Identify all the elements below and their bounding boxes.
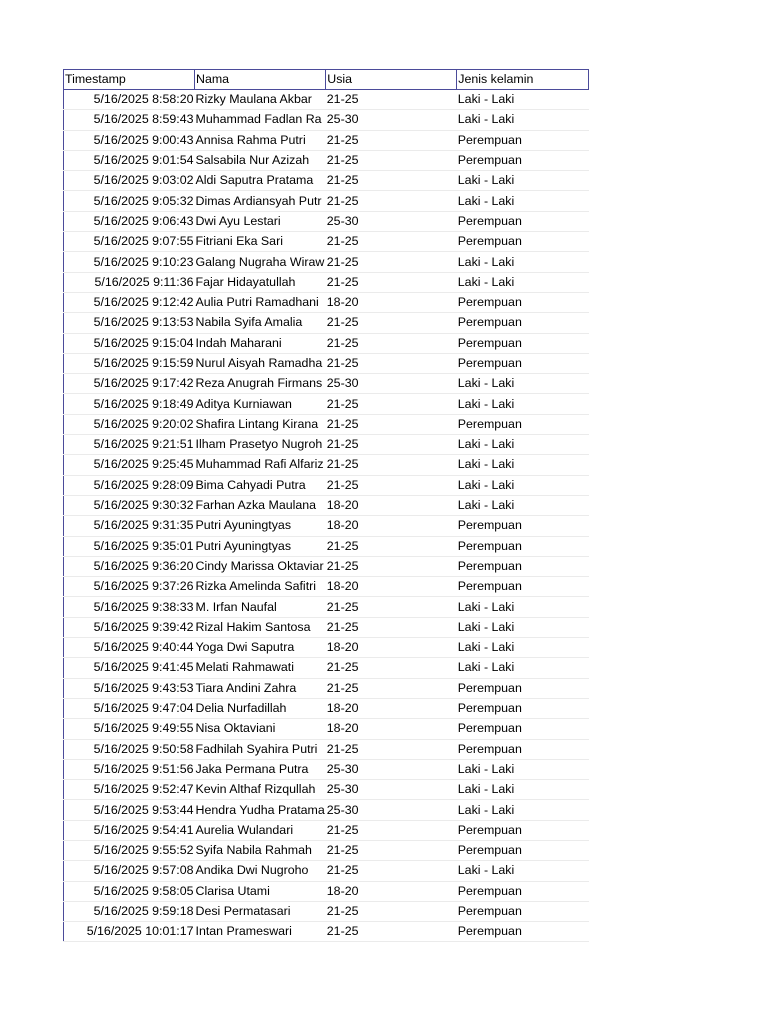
cell-jenis-kelamin: Perempuan — [457, 901, 589, 921]
cell-usia: 21-25 — [326, 820, 457, 840]
table-row — [64, 597, 589, 617]
cell-jenis-kelamin: Laki - Laki — [457, 780, 589, 800]
cell-timestamp: 5/16/2025 9:35:01 — [64, 536, 195, 556]
cell-usia: 21-25 — [326, 922, 457, 942]
cell-usia: 21-25 — [326, 313, 457, 333]
cell-nama: Rizky Maulana Akbar — [195, 90, 326, 110]
cell-timestamp: 5/16/2025 9:38:33 — [64, 597, 195, 617]
cell-timestamp: 5/16/2025 9:12:42 — [64, 292, 195, 312]
cell-jenis-kelamin: Perempuan — [457, 556, 589, 576]
cell-timestamp: 5/16/2025 9:01:54 — [64, 150, 195, 170]
cell-timestamp: 5/16/2025 9:31:35 — [64, 516, 195, 536]
table-row — [64, 211, 589, 231]
cell-nama: Fitriani Eka Sari — [195, 232, 326, 252]
cell-jenis-kelamin: Perempuan — [457, 719, 589, 739]
response-table — [63, 69, 589, 942]
cell-jenis-kelamin: Laki - Laki — [457, 495, 589, 515]
cell-timestamp: 5/16/2025 9:10:23 — [64, 252, 195, 272]
cell-nama: Aditya Kurniawan — [195, 394, 326, 414]
table-row — [64, 800, 589, 820]
cell-nama: Nurul Aisyah Ramadha — [195, 353, 326, 373]
cell-usia: 18-20 — [326, 719, 457, 739]
cell-jenis-kelamin: Perempuan — [457, 922, 589, 942]
cell-timestamp: 5/16/2025 9:49:55 — [64, 719, 195, 739]
cell-usia: 18-20 — [326, 698, 457, 718]
cell-nama: Muhammad Fadlan Ra — [195, 110, 326, 130]
table-row — [64, 840, 589, 860]
table-row — [64, 130, 589, 150]
cell-usia: 25-30 — [326, 759, 457, 779]
cell-jenis-kelamin: Laki - Laki — [457, 658, 589, 678]
cell-jenis-kelamin: Laki - Laki — [457, 435, 589, 455]
cell-timestamp: 5/16/2025 9:00:43 — [64, 130, 195, 150]
cell-jenis-kelamin: Perempuan — [457, 414, 589, 434]
cell-nama: Cindy Marissa Oktaviar — [195, 556, 326, 576]
table-row — [64, 881, 589, 901]
cell-nama: Hendra Yudha Pratama — [195, 800, 326, 820]
cell-jenis-kelamin: Laki - Laki — [457, 759, 589, 779]
cell-jenis-kelamin: Laki - Laki — [457, 638, 589, 658]
table-row — [64, 171, 589, 191]
cell-nama: Tiara Andini Zahra — [195, 678, 326, 698]
table-row — [64, 150, 589, 170]
cell-jenis-kelamin: Laki - Laki — [457, 110, 589, 130]
cell-usia: 21-25 — [326, 232, 457, 252]
table-row — [64, 719, 589, 739]
cell-jenis-kelamin: Perempuan — [457, 820, 589, 840]
table-row — [64, 901, 589, 921]
cell-nama: Delia Nurfadillah — [195, 698, 326, 718]
table-row — [64, 516, 589, 536]
cell-nama: Andika Dwi Nugroho — [195, 861, 326, 881]
cell-timestamp: 5/16/2025 9:55:52 — [64, 840, 195, 860]
cell-jenis-kelamin: Perempuan — [457, 516, 589, 536]
cell-nama: Putri Ayuningtyas — [195, 516, 326, 536]
table-row — [64, 333, 589, 353]
cell-usia: 25-30 — [326, 374, 457, 394]
table-row — [64, 374, 589, 394]
cell-usia: 18-20 — [326, 577, 457, 597]
cell-jenis-kelamin: Laki - Laki — [457, 861, 589, 881]
cell-timestamp: 5/16/2025 10:01:17 — [64, 922, 195, 942]
cell-nama: Salsabila Nur Azizah — [195, 150, 326, 170]
cell-usia: 21-25 — [326, 597, 457, 617]
cell-timestamp: 5/16/2025 9:57:08 — [64, 861, 195, 881]
table-row — [64, 455, 589, 475]
table-row — [64, 638, 589, 658]
cell-usia: 21-25 — [326, 556, 457, 576]
cell-nama: Farhan Azka Maulana — [195, 495, 326, 515]
cell-jenis-kelamin: Perempuan — [457, 130, 589, 150]
table-row — [64, 414, 589, 434]
cell-nama: Putri Ayuningtyas — [195, 536, 326, 556]
table-row — [64, 110, 589, 130]
table-row — [64, 353, 589, 373]
cell-jenis-kelamin: Laki - Laki — [457, 191, 589, 211]
cell-nama: Fadhilah Syahira Putri — [195, 739, 326, 759]
cell-jenis-kelamin: Perempuan — [457, 698, 589, 718]
cell-usia: 25-30 — [326, 110, 457, 130]
table-row — [64, 536, 589, 556]
cell-nama: Bima Cahyadi Putra — [195, 475, 326, 495]
cell-nama: Kevin Althaf Rizqullah — [195, 780, 326, 800]
table-row — [64, 922, 589, 942]
cell-nama: Syifa Nabila Rahmah — [195, 840, 326, 860]
cell-timestamp: 5/16/2025 9:52:47 — [64, 780, 195, 800]
cell-usia: 21-25 — [326, 617, 457, 637]
cell-nama: Clarisa Utami — [195, 881, 326, 901]
cell-jenis-kelamin: Perempuan — [457, 313, 589, 333]
cell-nama: Dimas Ardiansyah Putr — [195, 191, 326, 211]
cell-nama: Desi Permatasari — [195, 901, 326, 921]
cell-nama: Melati Rahmawati — [195, 658, 326, 678]
cell-jenis-kelamin: Perempuan — [457, 150, 589, 170]
table-row — [64, 475, 589, 495]
cell-timestamp: 5/16/2025 9:41:45 — [64, 658, 195, 678]
cell-usia: 18-20 — [326, 292, 457, 312]
cell-jenis-kelamin: Laki - Laki — [457, 374, 589, 394]
table-row — [64, 191, 589, 211]
cell-timestamp: 5/16/2025 9:37:26 — [64, 577, 195, 597]
cell-jenis-kelamin: Perempuan — [457, 678, 589, 698]
table-row — [64, 577, 589, 597]
cell-timestamp: 5/16/2025 9:36:20 — [64, 556, 195, 576]
cell-nama: Reza Anugrah Firmans — [195, 374, 326, 394]
cell-usia: 18-20 — [326, 516, 457, 536]
header-jenis-kelamin: Jenis kelamin — [457, 70, 589, 90]
cell-timestamp: 5/16/2025 9:47:04 — [64, 698, 195, 718]
cell-usia: 21-25 — [326, 658, 457, 678]
cell-usia: 21-25 — [326, 394, 457, 414]
cell-nama: Dwi Ayu Lestari — [195, 211, 326, 231]
cell-timestamp: 5/16/2025 8:58:20 — [64, 90, 195, 110]
header-timestamp: Timestamp — [64, 70, 195, 90]
cell-timestamp: 5/16/2025 9:28:09 — [64, 475, 195, 495]
cell-jenis-kelamin: Perempuan — [457, 333, 589, 353]
cell-jenis-kelamin: Perempuan — [457, 292, 589, 312]
cell-timestamp: 5/16/2025 9:51:56 — [64, 759, 195, 779]
cell-jenis-kelamin: Perempuan — [457, 353, 589, 373]
cell-usia: 21-25 — [326, 171, 457, 191]
cell-usia: 21-25 — [326, 475, 457, 495]
cell-usia: 21-25 — [326, 536, 457, 556]
cell-jenis-kelamin: Laki - Laki — [457, 252, 589, 272]
table-row — [64, 678, 589, 698]
cell-jenis-kelamin: Laki - Laki — [457, 394, 589, 414]
cell-usia: 21-25 — [326, 130, 457, 150]
header-usia: Usia — [326, 70, 457, 90]
cell-timestamp: 5/16/2025 9:05:32 — [64, 191, 195, 211]
cell-timestamp: 5/16/2025 9:17:42 — [64, 374, 195, 394]
cell-timestamp: 5/16/2025 9:06:43 — [64, 211, 195, 231]
cell-usia: 21-25 — [326, 150, 457, 170]
cell-timestamp: 5/16/2025 9:54:41 — [64, 820, 195, 840]
cell-timestamp: 5/16/2025 9:20:02 — [64, 414, 195, 434]
cell-jenis-kelamin: Laki - Laki — [457, 617, 589, 637]
cell-nama: Muhammad Rafi Alfariz — [195, 455, 326, 475]
cell-timestamp: 5/16/2025 9:53:44 — [64, 800, 195, 820]
table-body — [64, 90, 589, 942]
table-row — [64, 313, 589, 333]
cell-timestamp: 5/16/2025 9:40:44 — [64, 638, 195, 658]
cell-timestamp: 5/16/2025 9:59:18 — [64, 901, 195, 921]
cell-jenis-kelamin: Perempuan — [457, 536, 589, 556]
cell-nama: Nabila Syifa Amalia — [195, 313, 326, 333]
cell-jenis-kelamin: Perempuan — [457, 881, 589, 901]
cell-jenis-kelamin: Perempuan — [457, 577, 589, 597]
table-row — [64, 232, 589, 252]
cell-nama: Intan Prameswari — [195, 922, 326, 942]
cell-timestamp: 5/16/2025 9:18:49 — [64, 394, 195, 414]
cell-usia: 25-30 — [326, 780, 457, 800]
cell-timestamp: 5/16/2025 9:50:58 — [64, 739, 195, 759]
table-row — [64, 861, 589, 881]
cell-nama: Nisa Oktaviani — [195, 719, 326, 739]
cell-usia: 18-20 — [326, 495, 457, 515]
table-row — [64, 739, 589, 759]
table-row — [64, 292, 589, 312]
header-row — [64, 70, 589, 90]
cell-usia: 21-25 — [326, 353, 457, 373]
cell-jenis-kelamin: Laki - Laki — [457, 597, 589, 617]
cell-timestamp: 5/16/2025 9:30:32 — [64, 495, 195, 515]
cell-jenis-kelamin: Laki - Laki — [457, 455, 589, 475]
cell-timestamp: 5/16/2025 9:25:45 — [64, 455, 195, 475]
cell-timestamp: 5/16/2025 9:39:42 — [64, 617, 195, 637]
table-row — [64, 90, 589, 110]
cell-timestamp: 5/16/2025 9:21:51 — [64, 435, 195, 455]
cell-timestamp: 5/16/2025 9:43:53 — [64, 678, 195, 698]
cell-usia: 21-25 — [326, 252, 457, 272]
cell-timestamp: 5/16/2025 9:11:36 — [64, 272, 195, 292]
cell-jenis-kelamin: Laki - Laki — [457, 90, 589, 110]
cell-timestamp: 5/16/2025 9:13:53 — [64, 313, 195, 333]
cell-usia: 21-25 — [326, 191, 457, 211]
table-row — [64, 820, 589, 840]
table-row — [64, 617, 589, 637]
table-row — [64, 759, 589, 779]
cell-usia: 21-25 — [326, 840, 457, 860]
cell-nama: M. Irfan Naufal — [195, 597, 326, 617]
cell-usia: 18-20 — [326, 881, 457, 901]
cell-usia: 25-30 — [326, 800, 457, 820]
cell-timestamp: 5/16/2025 9:15:04 — [64, 333, 195, 353]
cell-nama: Galang Nugraha Wiraw — [195, 252, 326, 272]
cell-nama: Rizka Amelinda Safitri — [195, 577, 326, 597]
cell-nama: Shafira Lintang Kirana — [195, 414, 326, 434]
cell-usia: 21-25 — [326, 90, 457, 110]
cell-usia: 21-25 — [326, 739, 457, 759]
table-row — [64, 394, 589, 414]
cell-timestamp: 5/16/2025 8:59:43 — [64, 110, 195, 130]
cell-timestamp: 5/16/2025 9:58:05 — [64, 881, 195, 901]
cell-usia: 21-25 — [326, 435, 457, 455]
cell-usia: 21-25 — [326, 272, 457, 292]
cell-jenis-kelamin: Laki - Laki — [457, 171, 589, 191]
cell-jenis-kelamin: Perempuan — [457, 232, 589, 252]
table-row — [64, 556, 589, 576]
cell-jenis-kelamin: Laki - Laki — [457, 475, 589, 495]
cell-usia: 21-25 — [326, 678, 457, 698]
cell-nama: Aurelia Wulandari — [195, 820, 326, 840]
cell-jenis-kelamin: Laki - Laki — [457, 800, 589, 820]
cell-nama: Aldi Saputra Pratama — [195, 171, 326, 191]
table-row — [64, 698, 589, 718]
cell-timestamp: 5/16/2025 9:15:59 — [64, 353, 195, 373]
cell-usia: 21-25 — [326, 333, 457, 353]
cell-timestamp: 5/16/2025 9:07:55 — [64, 232, 195, 252]
cell-usia: 25-30 — [326, 211, 457, 231]
table-row — [64, 435, 589, 455]
cell-nama: Jaka Permana Putra — [195, 759, 326, 779]
cell-jenis-kelamin: Laki - Laki — [457, 272, 589, 292]
cell-nama: Fajar Hidayatullah — [195, 272, 326, 292]
cell-nama: Yoga Dwi Saputra — [195, 638, 326, 658]
cell-nama: Ilham Prasetyo Nugroh — [195, 435, 326, 455]
cell-nama: Rizal Hakim Santosa — [195, 617, 326, 637]
cell-usia: 18-20 — [326, 638, 457, 658]
cell-nama: Aulia Putri Ramadhani — [195, 292, 326, 312]
cell-usia: 21-25 — [326, 901, 457, 921]
table-row — [64, 272, 589, 292]
cell-usia: 21-25 — [326, 861, 457, 881]
cell-jenis-kelamin: Perempuan — [457, 739, 589, 759]
cell-usia: 21-25 — [326, 414, 457, 434]
table-row — [64, 780, 589, 800]
cell-timestamp: 5/16/2025 9:03:02 — [64, 171, 195, 191]
cell-jenis-kelamin: Perempuan — [457, 840, 589, 860]
table-row — [64, 252, 589, 272]
cell-nama: Indah Maharani — [195, 333, 326, 353]
table-row — [64, 495, 589, 515]
table-row — [64, 658, 589, 678]
header-nama: Nama — [195, 70, 326, 90]
cell-jenis-kelamin: Perempuan — [457, 211, 589, 231]
cell-usia: 21-25 — [326, 455, 457, 475]
cell-nama: Annisa Rahma Putri — [195, 130, 326, 150]
